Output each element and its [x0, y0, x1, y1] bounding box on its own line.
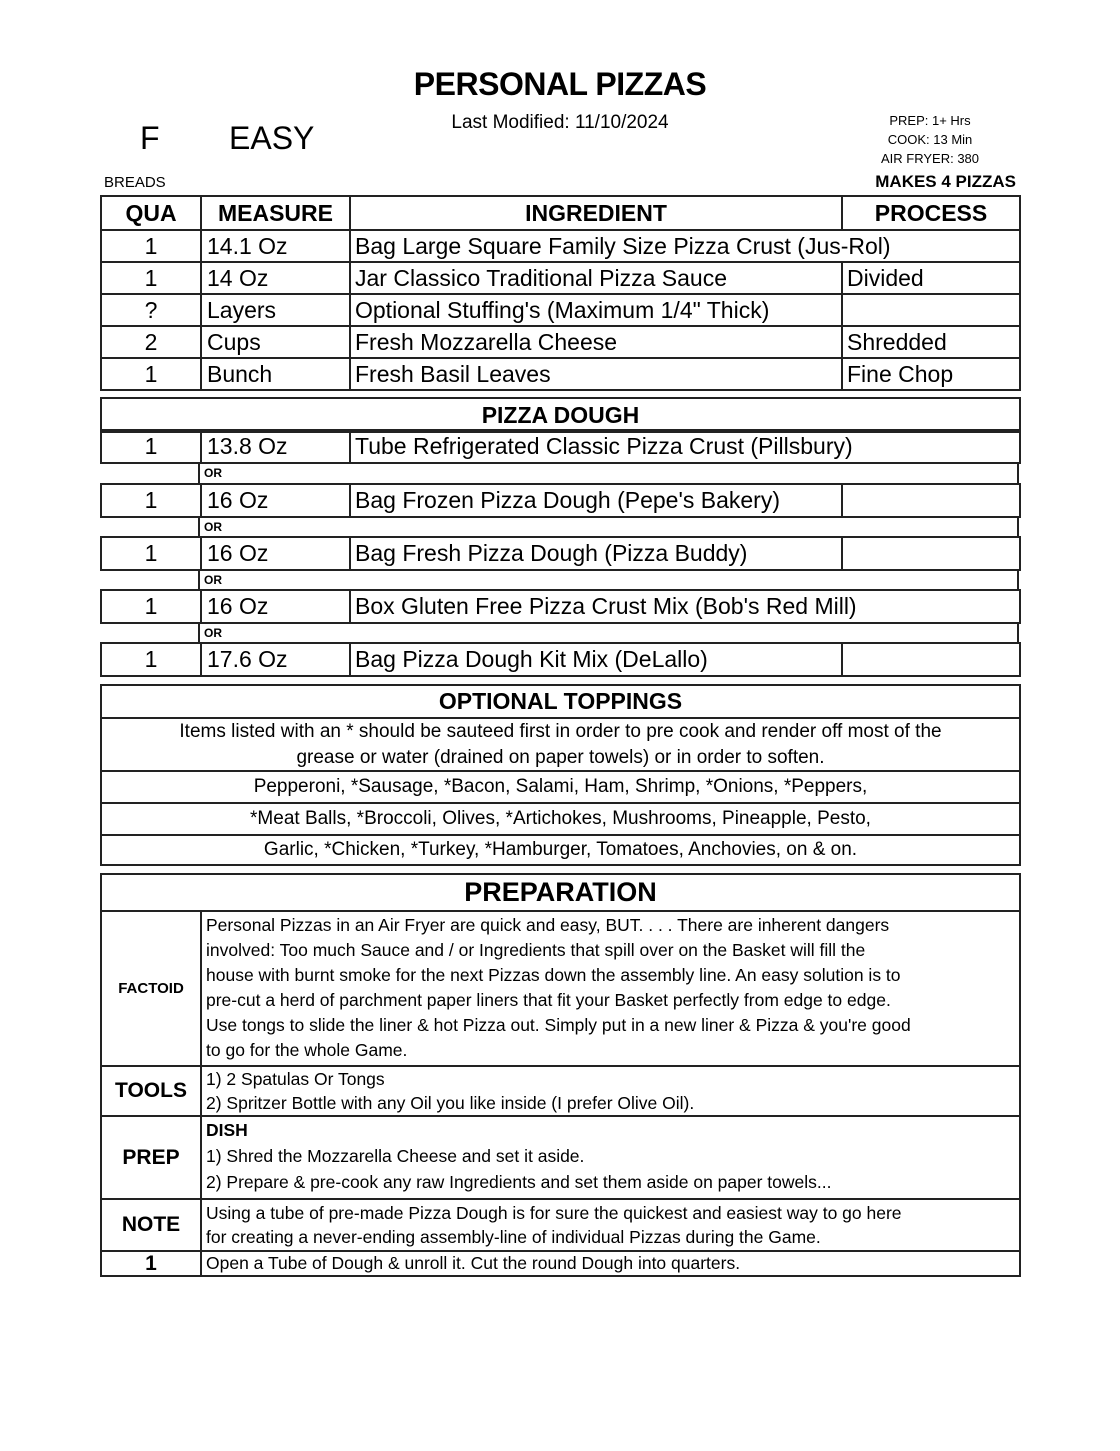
toppings-line	[102, 834, 1019, 864]
note-row	[102, 1198, 1019, 1250]
column-header-ingredient: INGREDIENT	[349, 197, 841, 229]
or-label: OR	[198, 516, 222, 537]
or-label: OR	[198, 622, 222, 643]
dough-measure: 16 Oz	[200, 591, 349, 622]
dough-row-cells	[102, 591, 1019, 622]
dough-ingredient: Box Gluten Free Pizza Crust Mix (Bob's Red Mill)	[349, 591, 1019, 622]
or-separator	[100, 516, 1019, 537]
ingredient-qua: 2	[144, 328, 158, 355]
ingredient-qua: 1	[144, 264, 158, 291]
pizza-dough-header	[100, 397, 1021, 433]
or-label: OR	[198, 462, 222, 483]
table-header-row	[102, 197, 1019, 229]
column-header-qua: QUA	[125, 199, 177, 226]
or-label: OR	[198, 569, 222, 590]
tools-label: TOOLS	[115, 1079, 187, 1102]
ingredient-measure: 14.1 Oz	[200, 231, 349, 261]
note-text	[200, 1200, 1019, 1250]
factoid-line: pre-cut a herd of parchment paper liners that fit your Basket perfectly from edge to edge.	[206, 990, 891, 1010]
factoid-line: house with burnt smoke for the next Pizzas down the assembly line. An easy solution is to	[206, 965, 901, 985]
ingredient-qua: 1	[144, 360, 158, 387]
dough-ingredient: Bag Pizza Dough Kit Mix (DeLallo)	[349, 644, 841, 675]
ingredient-process: Fine Chop	[841, 359, 1019, 389]
ingredient-name: Fresh Basil Leaves	[349, 359, 841, 389]
dough-measure: 16 Oz	[200, 538, 349, 569]
ingredients-table	[100, 195, 1021, 391]
dough-qua: 1	[144, 593, 158, 619]
or-separator	[100, 622, 1019, 643]
last-modified: Last Modified: 11/10/2024	[451, 112, 669, 133]
ingredient-name: Bag Large Square Family Size Pizza Crust (Jus-Rol)	[349, 231, 1019, 261]
factoid-line: to go for the whole Game.	[206, 1040, 408, 1060]
tools-text	[200, 1067, 1019, 1115]
cook-time: COOK: 13 Min	[887, 132, 973, 147]
toppings-list-text: Garlic, *Chicken, *Turkey, *Hamburger, Tomatoes, Anchovies, on & on.	[263, 839, 858, 860]
recipe-title: PERSONAL PIZZAS	[413, 66, 707, 102]
grade-letter: F	[140, 120, 160, 156]
note-line: Using a tube of pre-made Pizza Dough is for sure the quickest and easiest way to go here	[206, 1203, 902, 1223]
dough-qua: 1	[144, 487, 158, 513]
factoid-line: Use tongs to slide the liner & hot Pizza out. Simply put in a new liner & Pizza & you're good	[206, 1015, 911, 1035]
dough-row-cells	[102, 485, 1019, 516]
factoid-label: FACTOID	[118, 980, 184, 997]
tools-line: 2) Spritzer Bottle with any Oil you like inside (I prefer Olive Oil).	[206, 1093, 695, 1113]
ingredient-row	[102, 293, 1019, 325]
ingredient-qua: ?	[144, 296, 158, 323]
column-header-measure: MEASURE	[200, 197, 349, 229]
toppings-note	[102, 717, 1019, 770]
pizza-dough-title: PIZZA DOUGH	[481, 401, 640, 428]
dough-process	[841, 538, 1019, 569]
preparation-title: PREPARATION	[464, 877, 657, 907]
note-label: NOTE	[121, 1213, 181, 1236]
ingredient-measure: Bunch	[200, 359, 349, 389]
ingredient-row	[102, 261, 1019, 293]
dough-ingredient: Bag Fresh Pizza Dough (Pizza Buddy)	[349, 538, 841, 569]
dough-row-cells	[102, 431, 1019, 462]
ingredient-qua: 1	[144, 232, 158, 259]
prep-heading: DISH	[206, 1120, 248, 1140]
dough-row-cells	[102, 644, 1019, 675]
factoid-text	[200, 912, 1019, 1065]
ingredient-measure: 14 Oz	[200, 263, 349, 293]
or-separator	[100, 569, 1019, 590]
dough-ingredient: Bag Frozen Pizza Dough (Pepe's Bakery)	[349, 485, 841, 516]
dough-row	[100, 429, 1021, 464]
dough-qua: 1	[144, 540, 158, 566]
step-number: 1	[145, 1251, 157, 1275]
prep-text	[200, 1117, 1019, 1198]
ingredient-process	[841, 295, 1019, 325]
ingredient-measure: Cups	[200, 327, 349, 357]
toppings-list-text: Pepperoni, *Sausage, *Bacon, Salami, Ham, Shrimp, *Onions, *Peppers,	[253, 776, 868, 797]
ingredient-row	[102, 357, 1019, 389]
preparation-section	[100, 873, 1021, 1277]
dough-row	[100, 483, 1021, 518]
recipe-yield: MAKES 4 PIZZAS	[875, 172, 1016, 191]
tools-line: 1) 2 Spatulas Or Tongs	[206, 1069, 385, 1089]
dough-process	[841, 485, 1019, 516]
dough-row-cells	[102, 538, 1019, 569]
ingredient-process: Divided	[841, 263, 1019, 293]
dough-ingredient: Tube Refrigerated Classic Pizza Crust (Pillsbury)	[349, 431, 1019, 462]
dough-process	[841, 644, 1019, 675]
tools-row	[102, 1065, 1019, 1115]
dough-measure: 17.6 Oz	[200, 644, 349, 675]
dough-row	[100, 642, 1021, 677]
ingredient-row	[102, 229, 1019, 261]
toppings-line	[102, 802, 1019, 834]
prep-label: PREP	[122, 1145, 180, 1169]
step-row	[102, 1250, 1019, 1275]
factoid-line: Personal Pizzas in an Air Fryer are quick and easy, BUT. . . . There are inherent dangers	[206, 915, 890, 935]
column-header-process: PROCESS	[841, 197, 1019, 229]
time-info	[860, 111, 1000, 168]
dough-row	[100, 589, 1021, 624]
prep-line: 2) Prepare & pre-cook any raw Ingredients and set them aside on paper towels...	[206, 1172, 832, 1192]
ingredient-name: Optional Stuffing's (Maximum 1/4" Thick)	[349, 295, 841, 325]
toppings-title: OPTIONAL TOPPINGS	[438, 688, 683, 714]
prep-row	[102, 1115, 1019, 1198]
ingredient-name: Fresh Mozzarella Cheese	[349, 327, 841, 357]
factoid-row	[102, 910, 1019, 1065]
factoid-line: involved: Too much Sauce and / or Ingredients that spill over on the Basket will fill the	[206, 940, 866, 960]
toppings-line	[102, 770, 1019, 802]
prep-line: 1) Shred the Mozzarella Cheese and set it aside.	[206, 1146, 585, 1166]
ingredient-row	[102, 325, 1019, 357]
toppings-note-line: grease or water (drained on paper towels) or in order to soften.	[296, 747, 825, 768]
ingredient-process: Shredded	[841, 327, 1019, 357]
difficulty-label: EASY	[229, 120, 315, 156]
prep-time: PREP: 1+ Hrs	[889, 113, 971, 128]
toppings-note-line: Items listed with an * should be sauteed first in order to pre cook and render off most of the	[179, 721, 942, 742]
dough-measure: 13.8 Oz	[200, 431, 349, 462]
or-separator	[100, 462, 1019, 483]
recipe-category: BREADS	[104, 174, 166, 191]
dough-qua: 1	[144, 433, 158, 459]
ingredient-name: Jar Classico Traditional Pizza Sauce	[349, 263, 841, 293]
dough-row	[100, 536, 1021, 571]
dough-measure: 16 Oz	[200, 485, 349, 516]
ingredient-measure: Layers	[200, 295, 349, 325]
toppings-list-text: *Meat Balls, *Broccoli, Olives, *Artichokes, Mushrooms, Pineapple, Pesto,	[250, 808, 871, 829]
dough-qua: 1	[144, 646, 158, 672]
step-text: Open a Tube of Dough & unroll it. Cut the round Dough into quarters.	[200, 1252, 1019, 1275]
toppings-section	[100, 684, 1021, 866]
note-line: for creating a never-ending assembly-line of individual Pizzas during the Game.	[206, 1227, 821, 1247]
cook-method: AIR FRYER: 380	[880, 151, 980, 166]
